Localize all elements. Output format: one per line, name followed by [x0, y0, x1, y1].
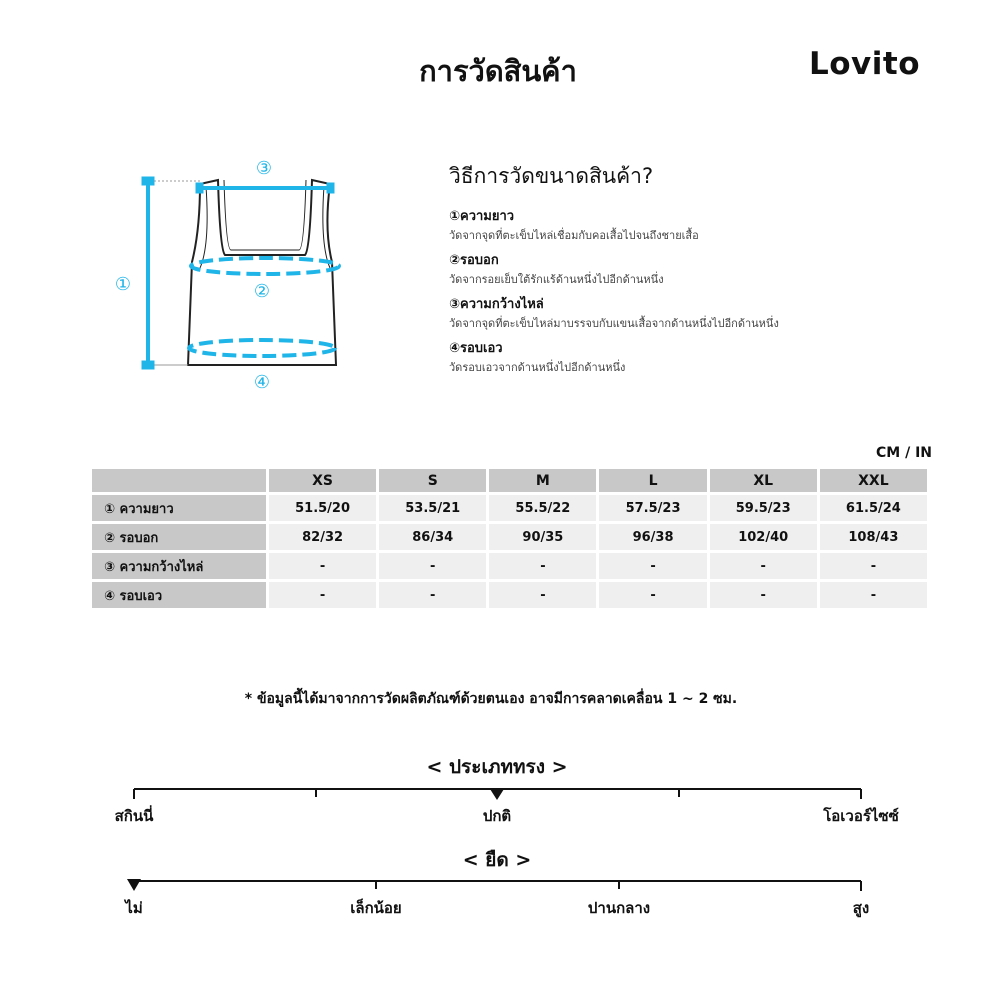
step-title: ②รอบอก: [449, 253, 499, 268]
unit-label: CM / IN: [876, 445, 932, 461]
table-cell: -: [269, 553, 376, 579]
size-header: M: [489, 469, 596, 492]
how-to-measure: [449, 160, 969, 381]
size-header: XL: [710, 469, 817, 492]
step-title: ④รอบเอว: [449, 341, 503, 356]
step-length: [449, 205, 969, 244]
table-cell: -: [379, 582, 486, 608]
fit-selected-marker: [490, 789, 504, 800]
table-cell: 102/40: [710, 524, 817, 550]
size-header: L: [599, 469, 706, 492]
table-cell: 57.5/23: [599, 495, 706, 521]
stretch-label-medium: ปานกลาง: [587, 899, 651, 917]
table-cell: -: [820, 553, 927, 579]
tank-top-diagram: [100, 150, 360, 400]
page-title: การวัดสินค้า: [419, 54, 577, 88]
table-cell: -: [599, 553, 706, 579]
table-cell: 53.5/21: [379, 495, 486, 521]
table-cell: -: [379, 553, 486, 579]
table-row: [92, 524, 927, 550]
step-desc: วัดจากจุดที่ตะเข็บไหล่มาบรรจบกับแขนเสื้อจากด้านหนึ่งไปอีกด้านหนึ่ง: [449, 317, 779, 330]
table-cell: 82/32: [269, 524, 376, 550]
table-cell: -: [599, 582, 706, 608]
stretch-selected-marker: [127, 879, 141, 891]
table-cell: 96/38: [599, 524, 706, 550]
step-shoulder: [449, 293, 969, 332]
how-to-measure-heading: วิธีการวัดขนาดสินค้า?: [449, 164, 654, 188]
step-desc: วัดรอบเอวจากด้านหนึ่งไปอีกด้านหนึ่ง: [449, 361, 626, 374]
stretch-scale-track: [0, 872, 1000, 902]
table-cell: -: [489, 553, 596, 579]
header-blank-cell: [92, 469, 266, 492]
length-measure-line: [142, 177, 154, 369]
table-cell: 108/43: [820, 524, 927, 550]
marker-bust: ②: [253, 281, 271, 302]
shoulder-measure-line: [196, 183, 334, 193]
marker-shoulder: ③: [255, 158, 273, 179]
table-cell: 51.5/20: [269, 495, 376, 521]
size-header: XS: [269, 469, 376, 492]
fit-label-skinny: สกินนี่: [114, 807, 154, 825]
table-cell: 55.5/22: [489, 495, 596, 521]
table-cell: -: [820, 582, 927, 608]
row-label: ③ ความกว้างไหล่: [92, 553, 266, 579]
table-cell: -: [269, 582, 376, 608]
bust-measure-ellipse: [191, 258, 339, 274]
size-header: S: [379, 469, 486, 492]
marker-length: ①: [114, 274, 132, 295]
stretch-label-high: สูง: [852, 899, 870, 917]
brand-logo: Lovito: [808, 46, 920, 82]
table-cell: 86/34: [379, 524, 486, 550]
step-title: ①ความยาว: [449, 209, 515, 224]
table-cell: 90/35: [489, 524, 596, 550]
size-header-row: [92, 469, 927, 492]
table-row: [92, 495, 927, 521]
size-header: XXL: [820, 469, 927, 492]
table-cell: -: [710, 553, 817, 579]
row-label: ② รอบอก: [92, 524, 266, 550]
row-label: ④ รอบเอว: [92, 582, 266, 608]
table-row: [92, 553, 927, 579]
row-label: ① ความยาว: [92, 495, 266, 521]
step-bust: [449, 249, 969, 288]
table-cell: 59.5/23: [710, 495, 817, 521]
marker-waist: ④: [253, 372, 271, 393]
stretch-scale-title: < ยืด >: [462, 849, 532, 871]
table-cell: 61.5/24: [820, 495, 927, 521]
step-desc: วัดจากจุดที่ตะเข็บไหล่เชื่อมกับคอเสื้อไปจนถึงชายเสื้อ: [449, 229, 699, 242]
stretch-label-none: ไม่: [125, 899, 143, 917]
fit-label-regular: ปกติ: [482, 807, 512, 825]
table-cell: -: [489, 582, 596, 608]
table-cell: -: [710, 582, 817, 608]
fit-scale-title: < ประเภททรง >: [426, 756, 568, 778]
fit-label-oversize: โอเวอร์ไซซ์: [823, 807, 899, 825]
step-title: ③ความกว้างไหล่: [449, 297, 544, 312]
table-row: [92, 582, 927, 608]
stretch-label-slight: เล็กน้อย: [350, 899, 402, 917]
measurement-note: * ข้อมูลนี้ได้มาจากการวัดผลิตภัณฑ์ด้วยตนเอง อาจมีการคลาดเคลื่อน 1 ~ 2 ซม.: [244, 691, 738, 707]
step-desc: วัดจากรอยเย็บใต้รักแร้ด้านหนึ่งไปอีกด้านหนึ่ง: [449, 273, 664, 286]
size-table: [89, 466, 930, 611]
waist-measure-ellipse: [189, 340, 335, 356]
step-waist: [449, 337, 969, 376]
